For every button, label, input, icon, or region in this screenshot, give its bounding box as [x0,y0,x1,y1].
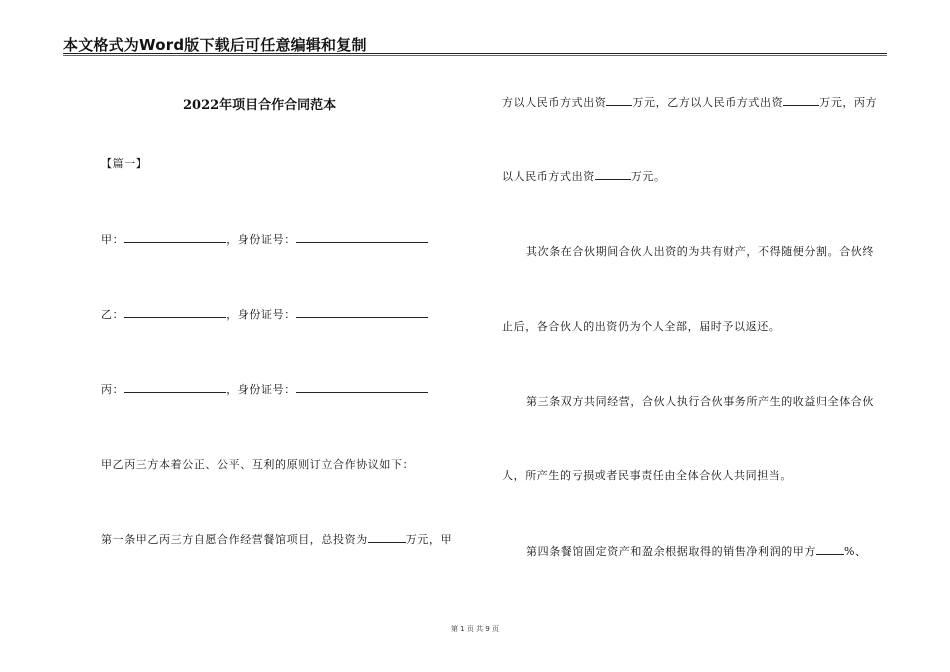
contribution-line-1 [502,94,877,110]
section-heading: 【篇一】 [101,157,148,170]
contribution-text-b: 万元，乙方以人民币方式出资 [632,96,784,109]
article-1-line [101,531,452,547]
party-a-id-blank [296,232,428,243]
party-a-line [101,231,428,247]
party-c-label: 丙： [101,383,125,396]
party-b-contribution-blank [783,95,819,106]
party-b-line [101,306,428,322]
contribution-text-d: 以人民币方式出资 [502,170,595,183]
document-title: 2022年项目合作合同范本 [183,98,337,113]
article-3-line-2: 人，所产生的亏损或者民事责任由全体合伙人共同担当。 [502,469,792,482]
party-c-id-label: ，身份证号： [226,383,296,396]
party-c-line [101,381,428,397]
article-4-line [526,543,867,559]
party-b-name-blank [124,307,226,318]
party-a-contribution-blank [606,95,632,106]
document-header-title: 本文格式为Word版下载后可任意编辑和复制 [63,36,367,54]
profit-share-blank [816,544,844,555]
page-number-footer: 第 1 页 共 9 页 [450,625,500,633]
party-c-contribution-blank [595,169,631,180]
article-1-text-end: 万元，甲 [405,533,453,546]
article-2-line-1: 其次条在合伙期间合伙人出资的为共有财产，不得随便分割。合伙终 [526,245,874,258]
article-1-text: 第一条甲乙丙三方自愿合作经营餐馆项目，总投资为 [101,533,368,546]
party-a-name-blank [124,232,226,243]
article-3-line-1: 第三条双方共同经营，合伙人执行合伙事务所产生的收益归全体合伙 [526,395,874,408]
party-a-label: 甲： [101,233,125,246]
party-c-id-blank [296,382,428,393]
agreement-intro: 甲乙丙三方本着公正、公平、互利的原则订立合作协议如下： [101,458,415,471]
article-4-text: 第四条餐馆固定资产和盈余根据取得的销售净利润的甲方 [526,545,816,558]
contribution-line-2 [502,168,666,184]
party-c-name-blank [124,382,226,393]
party-b-id-label: ，身份证号： [226,308,296,321]
contribution-text-a: 方以人民币方式出资 [502,96,607,109]
article-4-text-end: %、 [844,545,867,558]
party-b-label: 乙： [101,308,125,321]
article-2-line-2: 止后，各合伙人的出资仍为个人全部，届时予以返还。 [502,320,781,333]
party-a-id-label: ，身份证号： [226,233,296,246]
contribution-text-e: 万元。 [630,170,666,183]
total-investment-blank [368,532,406,543]
header-divider [63,53,887,54]
contribution-text-c: 万元，丙方 [819,96,878,109]
party-b-id-blank [296,307,428,318]
header-divider-secondary [63,55,887,56]
